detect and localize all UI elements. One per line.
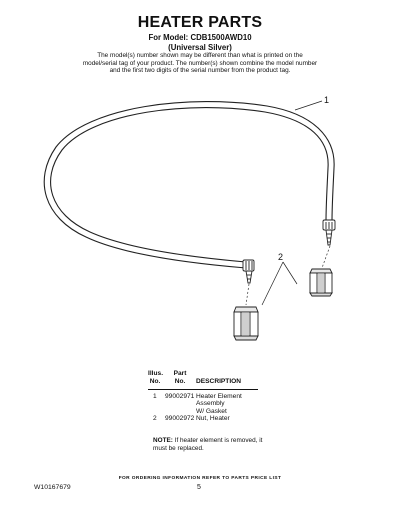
model-note: The model(s) number shown may be different than what is printed on the model/serial tag of your product. The number(s) shown combine the model number and the first two digits of the serial number from the product tag.	[82, 52, 318, 75]
model-variant: (Universal Silver)	[168, 43, 232, 52]
page-number: 5	[197, 484, 201, 491]
heater-nut-right	[310, 269, 332, 296]
callout-1: 1	[324, 95, 330, 105]
left-terminal	[243, 260, 254, 283]
note-text: If heater element is removed, it must be replaced.	[153, 437, 263, 452]
row-description: Heater Element Assembly W/ Gasket	[196, 393, 242, 415]
ordering-info: FOR ORDERING INFORMATION REFER TO PARTS PRICE LIST	[118, 476, 282, 481]
heater-element	[44, 102, 334, 268]
document-number: W10167679	[34, 484, 71, 491]
header-description: DESCRIPTION	[196, 378, 242, 385]
right-terminal	[323, 220, 335, 245]
page-title: HEATER PARTS	[137, 14, 263, 31]
model-number: For Model: CDB1500AWD10	[148, 33, 252, 42]
row-description: Nut, Heater	[196, 415, 230, 422]
note-label: NOTE:	[153, 437, 173, 444]
heater-nut-left	[234, 307, 258, 340]
row-part: 99002972	[165, 415, 195, 422]
row-illus: 2	[153, 415, 157, 422]
replacement-note	[153, 437, 263, 452]
row-part: 99002971	[165, 393, 195, 400]
callout-2: 2	[278, 252, 284, 262]
row-illus: 1	[153, 393, 157, 400]
header-rule	[148, 389, 258, 390]
header-illus: Illus. No.	[148, 370, 164, 385]
header-part: Part No.	[173, 370, 187, 385]
